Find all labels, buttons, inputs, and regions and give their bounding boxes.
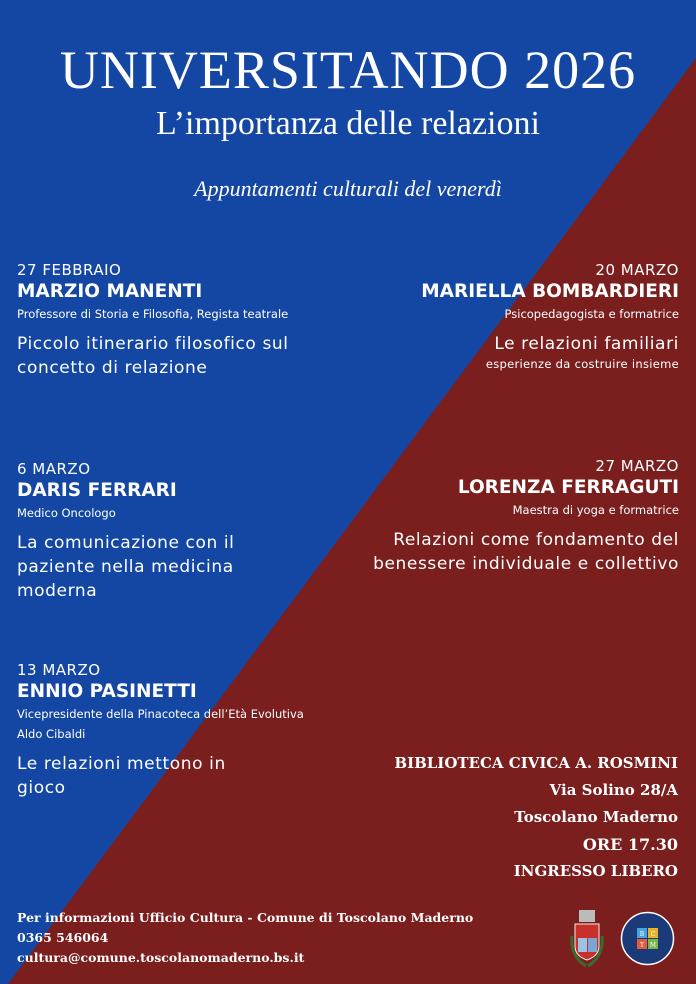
venue-entry: INGRESSO LIBERO [513, 862, 678, 880]
event-role: Psicopedagogista e formatrice [504, 307, 679, 321]
venue-address: Via Solino 28/A [549, 781, 678, 799]
event-talk: La comunicazione con il paziente nella medicina moderna [17, 533, 235, 601]
event-27-febbraio [17, 260, 362, 380]
poster-title: UNIVERSITANDO 2026 [59, 40, 637, 100]
event-role: Professore di Storia e Filosofia, Regista teatrale [17, 307, 289, 321]
venue-name: BIBLIOTECA CIVICA A. ROSMINI [394, 754, 678, 772]
event-20-marzo [339, 260, 679, 372]
poster-tagline: Appuntamenti culturali del venerdì [194, 176, 502, 201]
event-talk-subtitle: esperienze da costruire insieme [485, 357, 679, 371]
event-13-marzo [17, 660, 317, 800]
event-speaker: LORENZA FERRAGUTI [457, 477, 679, 498]
contact-info [17, 908, 473, 968]
event-date: 6 MARZO [17, 460, 91, 478]
venue-block [394, 750, 678, 885]
event-6-marzo [17, 459, 357, 603]
event-talk: Le relazioni mettono in gioco [17, 754, 226, 798]
municipality-crest-icon [566, 906, 608, 974]
event-date: 20 MARZO [595, 261, 679, 279]
event-role: Maestra di yoga e formatrice [512, 503, 679, 517]
logo-letter: B [639, 931, 645, 938]
event-speaker: ENNIO PASINETTI [17, 681, 197, 702]
event-speaker: DARIS FERRARI [17, 480, 177, 501]
info-text: Per informazioni Ufficio Cultura - Comune di Toscolano Maderno [17, 910, 474, 925]
logo-letter: C [650, 931, 656, 938]
event-talk: Piccolo itinerario filosofico sul concetto di relazione [17, 334, 289, 378]
info-phone: 0365 546064 [17, 930, 109, 945]
event-date: 27 MARZO [595, 457, 679, 475]
logo-letter: T [639, 942, 645, 949]
venue-time: ORE 17.30 [582, 835, 678, 854]
event-talk: Relazioni come fondamento del benessere individuale e collettivo [373, 530, 679, 574]
logo-letter: M [649, 942, 657, 949]
venue-city: Toscolano Maderno [514, 808, 678, 826]
event-27-marzo [349, 456, 679, 576]
event-date: 27 FEBBRAIO [17, 261, 122, 279]
library-logo-icon [620, 911, 675, 966]
poster-subtitle: L’importanza delle relazioni [156, 105, 540, 142]
event-role: Medico Oncologo [17, 506, 116, 520]
info-email[interactable]: cultura@comune.toscolanomaderno.bs.it [17, 950, 305, 965]
event-speaker: MARIELLA BOMBARDIERI [421, 281, 679, 302]
event-date: 13 MARZO [17, 661, 101, 679]
event-talk: Le relazioni familiari [494, 334, 679, 354]
event-role: Vicepresidente della Pinacoteca dell’Età Evolutiva Aldo Cibaldi [17, 707, 304, 741]
event-speaker: MARZIO MANENTI [17, 281, 203, 302]
